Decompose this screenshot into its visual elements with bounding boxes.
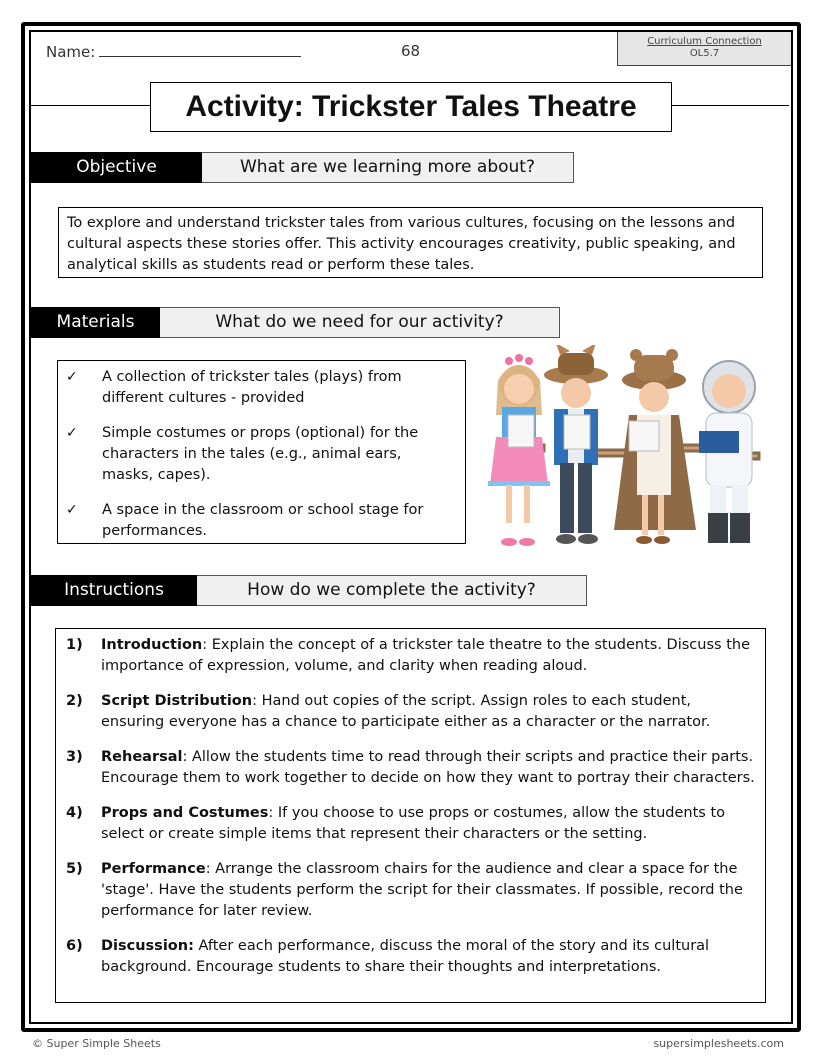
curriculum-code: OL5.7 — [689, 48, 720, 59]
materials-list — [57, 360, 466, 544]
list-item — [66, 367, 455, 409]
step-number: 3) — [66, 749, 83, 765]
name-blank-line[interactable] — [99, 42, 301, 57]
list-item — [66, 500, 455, 542]
step-text: : Allow the students time to read through their scripts and practice their parts. Encourage them to work together to decide on how they want to portray their characters. — [101, 749, 755, 786]
footer-website[interactable]: supersimplesheets.com — [653, 1037, 784, 1050]
name-field[interactable] — [46, 42, 301, 61]
step-title: Script Distribution — [101, 693, 253, 709]
instructions-header — [31, 575, 587, 606]
instruction-step — [66, 691, 755, 733]
material-text: A collection of trickster tales (plays) from different cultures - provided — [102, 369, 402, 406]
boy-hat-blue-jacket — [544, 345, 608, 544]
curriculum-title: Curriculum Connection — [647, 36, 762, 47]
material-text: Simple costumes or props (optional) for the characters in the tales (e.g., animal ears, masks, capes). — [102, 425, 419, 483]
objective-question: What are we learning more about? — [202, 152, 574, 183]
instructions-label: Instructions — [31, 575, 197, 606]
page-number: 68 — [401, 42, 421, 60]
children-performers-illustration — [484, 345, 766, 560]
instructions-list — [55, 628, 766, 1003]
checkmark-icon: ✓ — [66, 425, 78, 441]
instruction-step — [66, 635, 755, 677]
step-text: : Explain the concept of a trickster tale theatre to the students. Discuss the importance of expression, volume, and clarity when reading aloud. — [101, 637, 750, 674]
step-number: 6) — [66, 938, 83, 954]
step-title: Rehearsal — [101, 749, 183, 765]
instruction-step — [66, 936, 755, 978]
step-number: 1) — [66, 637, 83, 653]
checkmark-icon: ✓ — [66, 369, 78, 385]
step-title: Performance — [101, 861, 206, 877]
instruction-step — [66, 859, 755, 922]
step-number: 4) — [66, 805, 83, 821]
objective-label: Objective — [31, 152, 202, 183]
girl-pink-dress — [488, 354, 550, 546]
instruction-step — [66, 803, 755, 845]
step-text: : If you choose to use props or costumes, allow the students to select or create simple items that represent their characters or the setting. — [101, 805, 726, 842]
checkmark-icon: ✓ — [66, 502, 78, 518]
step-number: 5) — [66, 861, 83, 877]
instructions-question: How do we complete the activity? — [197, 575, 587, 606]
list-item — [66, 423, 455, 486]
step-text: : Hand out copies of the script. Assign roles to each student, ensuring everyone has a chance to participate either as a character or the narrator. — [101, 693, 711, 730]
curriculum-connection-box — [617, 32, 791, 66]
footer-copyright: © Super Simple Sheets — [32, 1037, 161, 1050]
objective-text: To explore and understand trickster tales from various cultures, focusing on the lessons and cultural aspects these stories offer. This activity encourages creativity, public speaking, and analytical skills as students read or perform these tales. — [58, 207, 763, 278]
step-text: : Arrange the classroom chairs for the audience and clear a space for the 'stage'. Have the students perform the script for their classmates. If possible, record the performance for later review. — [101, 861, 743, 919]
boy-astronaut — [699, 361, 755, 543]
step-number: 2) — [66, 693, 83, 709]
objective-header — [31, 152, 574, 183]
name-label: Name: — [46, 43, 96, 61]
material-text: A space in the classroom or school stage for performances. — [102, 502, 424, 539]
materials-question: What do we need for our activity? — [160, 307, 560, 338]
materials-label: Materials — [31, 307, 160, 338]
step-text: After each performance, discuss the moral of the story and its cultural background. Encourage students to share their thoughts and interpretations. — [101, 938, 710, 975]
page-title: Activity: Trickster Tales Theatre — [150, 82, 672, 132]
step-title: Props and Costumes — [101, 805, 269, 821]
step-title: Discussion: — [101, 938, 194, 954]
instruction-step — [66, 747, 755, 789]
materials-header — [31, 307, 560, 338]
step-title: Introduction — [101, 637, 203, 653]
